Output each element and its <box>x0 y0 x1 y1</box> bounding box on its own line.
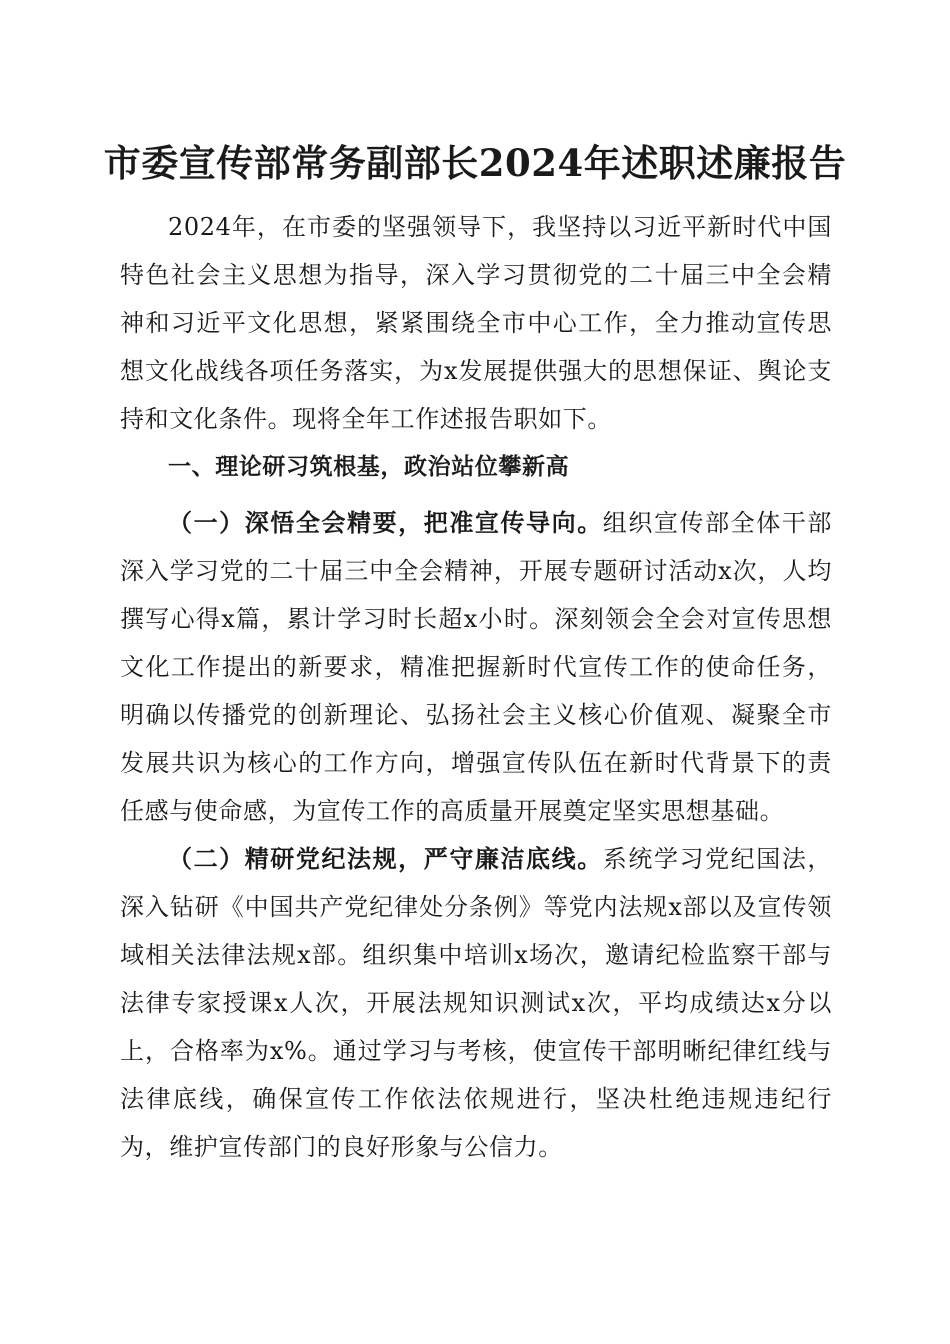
section-1-block <box>120 443 832 491</box>
subsection-1-text: 组织宣传部全体干部深入学习党的二十届三中全会精神，开展专题研讨活动x次，人均撰写心得x篇，累计学习时长超x小时。深刻领会全会对宣传思想文化工作提出的新要求，精准把握新时代宣传工作的使命任务，明确以传播党的创新理论、弘扬社会主义核心价值观、凝聚全市发展共识为核心的工作方向，增强宣传队伍在新时代背景下的责任感与使命感，为宣传工作的高质量开展奠定坚实思想基础。 <box>120 509 833 825</box>
subsection-2-block <box>120 835 832 1171</box>
document-title: 市委宣传部常务副部长2024年述职述廉报告 <box>103 141 847 185</box>
intro-block <box>120 203 832 443</box>
subsection-2-paragraph <box>120 835 832 1171</box>
intro-paragraph: 2024年，在市委的坚强领导下，我坚持以习近平新时代中国特色社会主义思想为指导，深入学习贯彻党的二十届三中全会精神和习近平文化思想，紧紧围绕全市中心工作，全力推动宣传思想文化战线各项任务落实，为x发展提供强大的思想保证、舆论支持和文化条件。现将全年工作述报告职如下。 <box>120 213 832 433</box>
subsection-2-text: 系统学习党纪国法，深入钻研《中国共产党纪律处分条例》等党内法规x部以及宣传领域相关法律法规x部。组织集中培训x场次，邀请纪检监察干部与法律专家授课x人次，开展法规知识测试x次，平均成绩达x分以上，合格率为x%。通过学习与考核，使宣传干部明晰纪律红线与法律底线，确保宣传工作依法依规进行，坚决杜绝违规违纪行为，维护宣传部门的良好形象与公信力。 <box>120 845 833 1161</box>
subsection-1-lead: （一）深悟全会精要，把准宣传导向。 <box>168 508 603 537</box>
section-1-heading: 一、理论研习筑根基，政治站位攀新高 <box>168 454 570 480</box>
subsection-2-lead: （二）精研党纪法规，严守廉洁底线。 <box>168 844 603 873</box>
subsection-1-block <box>120 499 832 835</box>
subsection-1-paragraph <box>120 499 832 835</box>
